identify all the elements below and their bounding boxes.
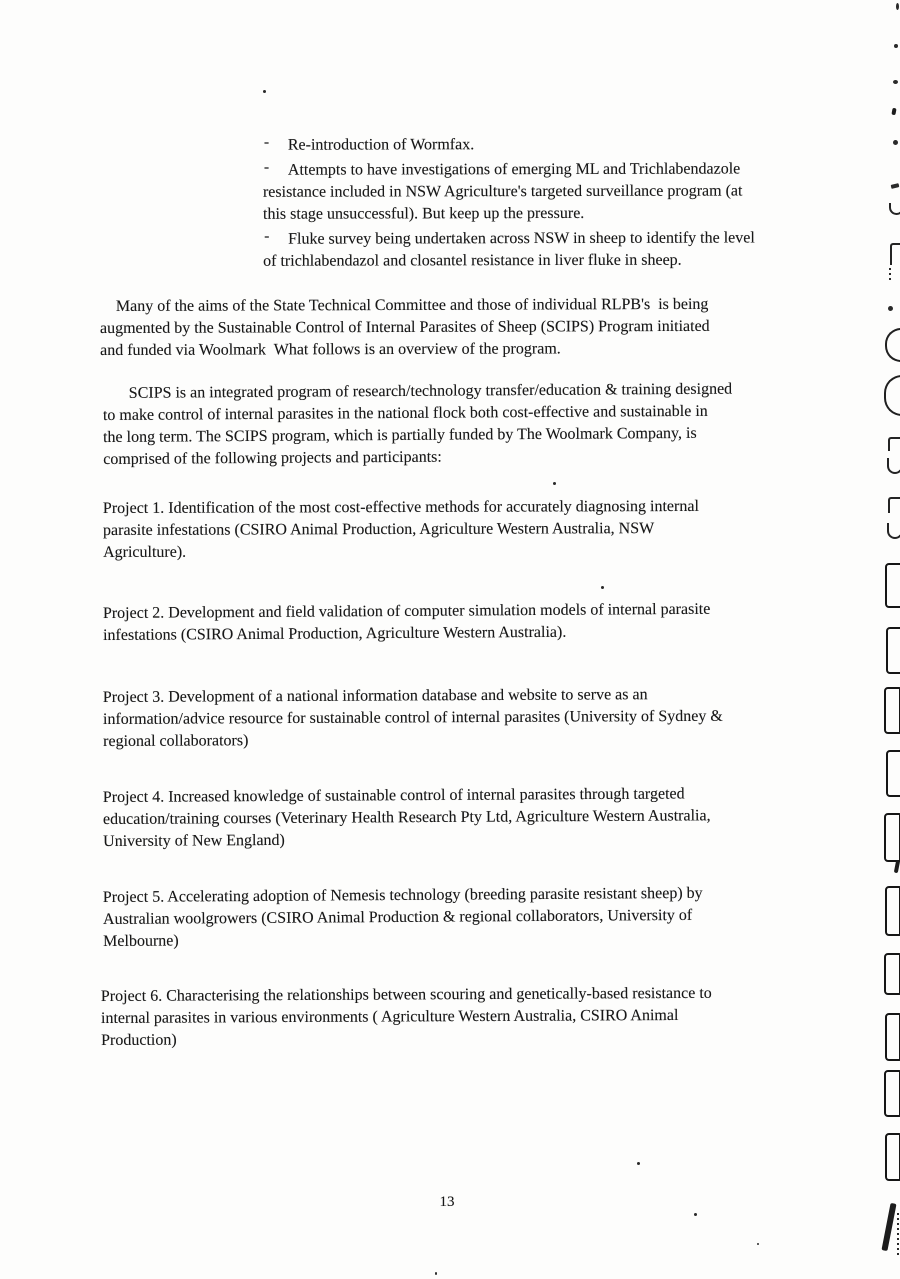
bullet-text: Fluke survey being undertaken across NSW in sheep to identify the level of trichlabendazol and closantel resistance in liver fluke in sheep.	[263, 229, 755, 270]
paragraph-intro: Many of the aims of the State Technical Committee and those of individual RLPB's is being augmented by the Sustainable Control of Internal Parasites of Sheep (SCIPS) Program initiated and funded via Woolmark What follows is an overview of the program.	[99, 295, 710, 359]
paragraph-project-5: Project 5. Accelerating adoption of Nemesis technology (breeding parasite resistant sheep) by Australian woolgrowers (CSIRO Animal Production & regional collaborators, University of Melbourne)	[102, 884, 703, 950]
dash-bullet-marker: -	[263, 158, 270, 176]
scan-speck	[637, 1162, 640, 1165]
scan-speck	[601, 586, 604, 589]
binding-mark	[886, 627, 900, 674]
scan-speck	[893, 80, 898, 84]
binding-mark	[885, 1013, 900, 1061]
binding-mark	[884, 687, 900, 734]
binding-mark	[886, 750, 900, 797]
binding-mark	[887, 523, 900, 539]
binding-mark	[887, 458, 900, 474]
binding-mark	[888, 497, 900, 513]
scan-speck	[694, 1213, 697, 1216]
list-item	[263, 227, 838, 273]
paragraph-project-6: Project 6. Characterising the relationships between scouring and genetically-based resistance to internal parasites in various environments ( Agriculture Western Australia, CSIRO Animal Production)	[100, 984, 712, 1049]
binding-mark	[891, 183, 900, 189]
bullet-text: Re-introduction of Wormfax.	[287, 136, 475, 154]
binding-mark	[884, 1070, 900, 1117]
scan-speck	[894, 44, 898, 48]
bullet-list	[263, 133, 838, 276]
binding-mark	[897, 1213, 899, 1255]
list-item	[263, 158, 838, 226]
paragraph-project-2: Project 2. Development and field validation of computer simulation models of internal parasite infestations (CSIRO Animal Production, Agriculture Western Australia).	[102, 600, 711, 644]
dash-bullet-marker: -	[264, 227, 270, 245]
binding-mark	[884, 953, 900, 995]
binding-mark	[885, 328, 900, 362]
paragraph-scips-overview: SCIPS is an integrated program of research/technology transfer/education & training designed to make control of internal parasites in the national flock both cost-effective and sustainable in the long term. The SCIPS program, which is partially funded by The Woolmark Company, is comprised of the following projects and participants:	[102, 380, 733, 468]
dash-bullet-marker: -	[263, 133, 270, 151]
binding-mark	[888, 437, 900, 451]
scan-speck	[553, 482, 556, 485]
paragraph-project-1: Project 1. Identification of the most cost-effective methods for accurately diagnosing internal parasite infestations (CSIRO Animal Production, Agriculture Western Australia, NSW Agriculture).	[102, 497, 699, 561]
paragraph-project-4: Project 4. Increased knowledge of sustainable control of internal parasites through targeted education/training courses (Veterinary Health Research Pty Ltd, Agriculture Western Australia, University of New England)	[102, 785, 711, 850]
binding-mark	[889, 268, 891, 282]
scan-speck	[893, 140, 898, 145]
binding-mark	[885, 563, 900, 608]
scan-speck	[757, 1243, 759, 1245]
page-number: 13	[439, 1194, 455, 1210]
scan-speck	[888, 306, 893, 311]
binding-mark	[894, 860, 900, 874]
binding-mark	[891, 108, 896, 116]
list-item	[263, 133, 838, 157]
scan-speck	[263, 90, 266, 93]
paragraph-project-3: Project 3. Development of a national information database and website to serve as an information/advice resource for sustainable control of internal parasites (University of Sydney & regional collaborators)	[102, 686, 723, 750]
binding-mark	[884, 813, 900, 862]
scan-speck	[896, 3, 899, 10]
bullet-text: Attempts to have investigations of emerging ML and Trichlabendazole resistance included in NSW Agriculture's targeted surveillance program (at this stage unsuccessful). But keep up the pressure.	[262, 160, 743, 223]
binding-mark	[885, 1133, 900, 1181]
binding-mark	[884, 375, 900, 416]
scan-speck	[435, 1272, 437, 1275]
binding-mark	[885, 886, 900, 936]
binding-mark	[889, 203, 900, 215]
binding-mark	[890, 243, 900, 265]
